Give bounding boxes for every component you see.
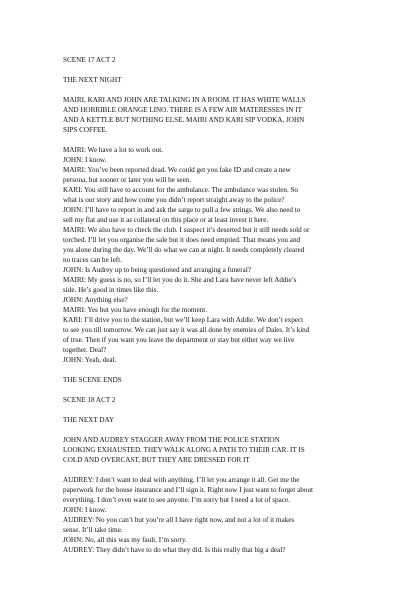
action-line: LOOKING EXHAUSTED. THEY WALK ALONG A PATH TO THEIR CAR. IT IS: [63, 446, 305, 454]
dialogue-line: JOHN: Anything else?: [63, 296, 128, 304]
action-line: MAIRI, KARI AND JOHN ARE TALKING IN A ROOM. IT HAS WHITE WALLS: [63, 96, 306, 104]
action-line: AND A KETTLE BUT NOTHING ELSE. MAIRI AND KARI SIP VODKA, JOHN: [63, 116, 305, 124]
dialogue-line: what is our story and how come you didn’t report straight away to the police?: [63, 196, 285, 204]
dialogue-line: MAIRI: We also have to check the club. I suspect it’s deserted but it still needs sold or: [63, 226, 310, 234]
dialogue-line: sell my flat and use it as collateral on this place or at least invest it here.: [63, 216, 269, 224]
action-line: SIPS COFFEE.: [63, 126, 108, 134]
dialogue-line: everything. I don’t even want to see anyone. I’m sorry but I need a lot of space.: [63, 496, 290, 504]
action-line: JOHN AND AUDREY STAGGER AWAY FROM THE POLICE STATION: [63, 436, 280, 444]
dialogue-line: JOHN: I’ll have to report in and ask the sarge to pull a few strings. We also need to: [63, 206, 301, 214]
dialogue-line: to see you till tomorrow. We can just say it was all done by enemies of Dales. It’s kind: [63, 326, 310, 334]
dialogue-line: AUDREY: No you can’t but you’re all I have right now, and not a lot of it makes: [63, 516, 295, 524]
dialogue-line: of true. Then if you want you leave the department or stay but either way we live: [63, 336, 295, 344]
dialogue-line: MAIRI: You’ve been reported dead. We could get you fake ID and create a new: [63, 166, 291, 174]
scene-heading: SCENE 18 ACT 2: [63, 396, 116, 404]
dialogue-line: AUDREY: I don’t want to deal with anything. I’ll let you arrange it all. Get me the: [63, 476, 300, 484]
dialogue-line: you alone during the day. We’ll do what we can at night. It needs completely cleared: [63, 246, 305, 254]
dialogue-line: JOHN: I know.: [63, 156, 107, 164]
scene-heading: SCENE 17 ACT 2: [63, 56, 116, 64]
dialogue-line: torched. I’ll let you organise the sale but it does need emptied. That means you and: [63, 236, 301, 244]
dialogue-line: KARI: I’ll drive you to the station, but we’ll keep Lara with Addie. We don’t expect: [63, 316, 304, 324]
scene-time: THE NEXT NIGHT: [63, 76, 122, 84]
scene-end: THE SCENE ENDS: [63, 376, 122, 384]
dialogue-line: MAIRI: We have a lot to work out.: [63, 146, 164, 154]
dialogue-line: paperwork for the house insurance and I’ll sign it. Right now I just want to forget about: [63, 486, 313, 494]
dialogue-line: JOHN: I know.: [63, 506, 107, 514]
dialogue-line: JOHN: Yeah, deal.: [63, 356, 117, 364]
action-line: AND HORRIBLE ORANGE LINO. THERE IS A FEW AIR MATERESSES IN IT: [63, 106, 302, 114]
dialogue-line: JOHN: Is Audrey up to being questioned and arranging a funeral?: [63, 266, 251, 274]
dialogue-line: JOHN: No, all this was my fault. I’m sorry.: [63, 536, 187, 544]
dialogue-line: side. He’s good in times like this.: [63, 286, 159, 294]
dialogue-line: sense. It’ll take time.: [63, 526, 123, 534]
dialogue-line: MAIRI: Yes but you have enough for the moment.: [63, 306, 207, 314]
scene-time: THE NEXT DAY: [63, 416, 115, 424]
dialogue-line: AUDREY: They didn’t have to do what they did. Is this really that big a deal?: [63, 546, 286, 554]
dialogue-line: KARI: You still have to account for the ambulance. The ambulance was stolen. So: [63, 186, 299, 194]
dialogue-line: together. Deal?: [63, 346, 107, 354]
dialogue-line: no traces can be left.: [63, 256, 122, 264]
dialogue-line: MAIRI: My guess is no, so I’ll let you do it. She and Lara have never left Addie’s: [63, 276, 297, 284]
action-line: COLD AND OVERCAST, BUT THEY ARE DRESSED FOR IT: [63, 456, 250, 464]
dialogue-line: persona, but sooner or later you will be seen.: [63, 176, 192, 184]
